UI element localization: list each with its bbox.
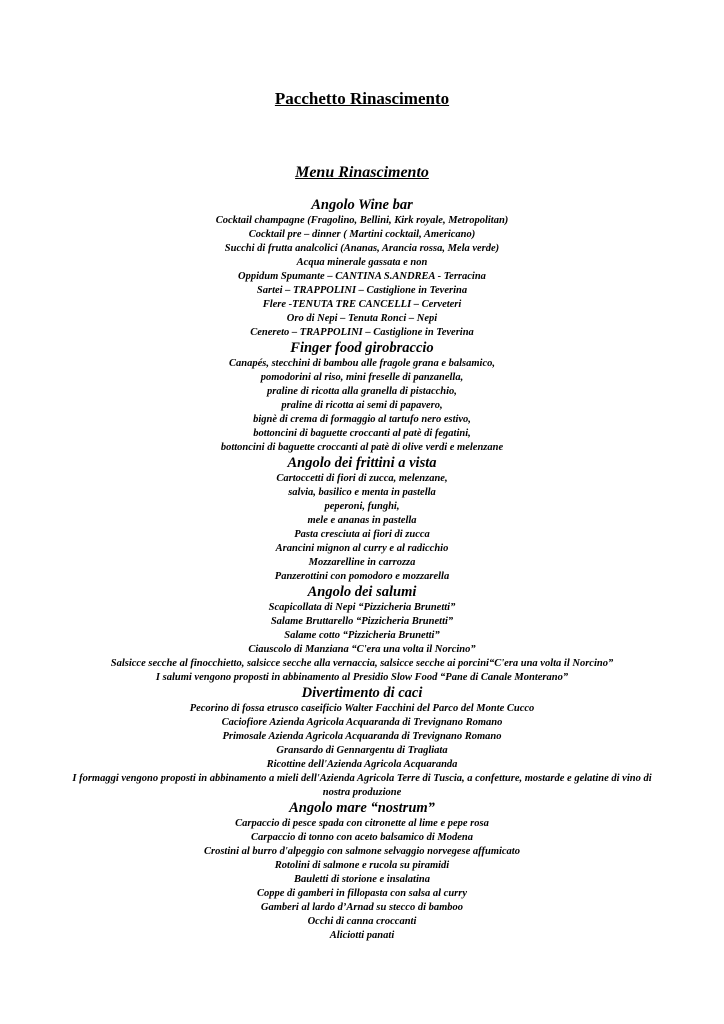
section-heading: Angolo dei salumi bbox=[307, 584, 417, 600]
menu-item: Rotolini di salmone e rucola su piramidi bbox=[274, 860, 450, 871]
menu-item: Salame cotto “Pizzicheria Brunetti” bbox=[284, 630, 440, 641]
section-salumi bbox=[0, 584, 724, 685]
menu-item: Acqua minerale gassata e non bbox=[296, 257, 428, 268]
menu-item: Pasta cresciuta ai fiori di zucca bbox=[294, 529, 430, 540]
section-wine-bar bbox=[0, 197, 724, 340]
menu-item: Cenereto – TRAPPOLINI – Castiglione in Teverina bbox=[250, 327, 474, 338]
menu-item: praline di ricotta ai semi di papavero, bbox=[281, 400, 443, 411]
menu-item: Salsicce secche al finocchietto, salsicce secche alla vernaccia, salsicce secche ai porcini“C'era una volta il Norcino” bbox=[110, 658, 614, 669]
menu-item: I formaggi vengono proposti in abbinamento a mieli dell'Azienda Agricola Terre di Tuscia, a confetture, mostarde e gelatine di vino di nostra produzione bbox=[72, 773, 652, 798]
menu-item: Mozzarelline in carrozza bbox=[308, 557, 416, 568]
menu-item: Scapicollata di Nepi “Pizzicheria Brunetti” bbox=[268, 602, 456, 613]
menu-item: peperoni, funghi, bbox=[324, 501, 400, 512]
menu-item: Bauletti di storione e insalatina bbox=[294, 874, 430, 885]
menu-item: Ricottine dell'Azienda Agricola Acquaranda bbox=[266, 759, 458, 770]
section-caci bbox=[0, 685, 724, 800]
menu-item: Canapés, stecchini di bambou alle fragole grana e balsamico, bbox=[228, 358, 495, 369]
menu-item: bottoncini di baguette croccanti al patè di fegatini, bbox=[253, 428, 471, 439]
menu-item: Carpaccio di pesce spada con citronette al lime e pepe rosa bbox=[235, 818, 489, 829]
menu-item: Carpaccio di tonno con aceto balsamico di Modena bbox=[251, 832, 473, 843]
menu-item: Panzerottini con pomodoro e mozzarella bbox=[274, 571, 450, 582]
menu-item: Pecorino di fossa etrusco caseificio Walter Facchini del Parco del Monte Cucco bbox=[189, 703, 535, 714]
menu-item: Aliciotti panati bbox=[329, 930, 395, 941]
menu-item: mele e ananas in pastella bbox=[307, 515, 417, 526]
section-heading: Angolo Wine bar bbox=[311, 197, 413, 213]
section-mare bbox=[0, 800, 724, 943]
menu-item: Gransardo di Gennargentu di Tragliata bbox=[276, 745, 448, 756]
menu-item: bottoncini di baguette croccanti al patè di olive verdi e melenzane bbox=[220, 442, 504, 453]
section-heading: Angolo dei frittini a vista bbox=[287, 455, 437, 471]
section-frittini bbox=[0, 455, 724, 584]
menu-item: pomodorini al riso, mini freselle di panzanella, bbox=[260, 372, 464, 383]
menu-item: Arancini mignon al curry e al radicchio bbox=[275, 543, 449, 554]
menu-item: I salumi vengono proposti in abbinamento al Presidio Slow Food “Pane di Canale Monterano” bbox=[155, 672, 569, 683]
section-heading: Angolo mare “nostrum” bbox=[289, 800, 435, 816]
menu-item: bignè di crema di formaggio al tartufo nero estivo, bbox=[253, 414, 471, 425]
menu-item: Gamberi al lardo d’Arnad su stecco di bamboo bbox=[260, 902, 464, 913]
menu-item: praline di ricotta alla granella di pistacchio, bbox=[267, 386, 457, 397]
menu-sections bbox=[0, 197, 724, 943]
menu-item: Primosale Azienda Agricola Acquaranda di Trevignano Romano bbox=[222, 731, 502, 742]
menu-item: Sartei – TRAPPOLINI – Castiglione in Teverina bbox=[256, 285, 468, 296]
section-heading: Finger food girobraccio bbox=[290, 340, 434, 356]
menu-item: Succhi di frutta analcolici (Ananas, Arancia rossa, Mela verde) bbox=[224, 243, 500, 254]
menu-item: Salame Bruttarello “Pizzicheria Brunetti” bbox=[270, 616, 454, 627]
menu-item: Cocktail pre – dinner ( Martini cocktail, Americano) bbox=[248, 229, 476, 240]
menu-item: Ciauscolo di Manziana “C'era una volta il Norcino” bbox=[248, 644, 476, 655]
section-finger-food bbox=[0, 340, 724, 455]
menu-item: Caciofiore Azienda Agricola Acquaranda di Trevignano Romano bbox=[221, 717, 503, 728]
menu-subtitle: Menu Rinascimento bbox=[295, 164, 429, 181]
menu-item: Occhi di canna croccanti bbox=[307, 916, 417, 927]
menu-item: salvia, basilico e menta in pastella bbox=[288, 487, 436, 498]
menu-item: Cocktail champagne (Fragolino, Bellini, Kirk royale, Metropolitan) bbox=[215, 215, 509, 226]
menu-item: Cartoccetti di fiori di zucca, melenzane, bbox=[276, 473, 448, 484]
page-title: Pacchetto Rinascimento bbox=[274, 89, 450, 108]
section-heading: Divertimento di caci bbox=[301, 685, 423, 701]
menu-item: Coppe di gamberi in fillopasta con salsa al curry bbox=[256, 888, 467, 899]
menu-item: Crostini al burro d'alpeggio con salmone selvaggio norvegese affumicato bbox=[204, 846, 520, 857]
menu-item: Flere -TENUTA TRE CANCELLI – Cerveteri bbox=[262, 299, 462, 310]
menu-item: Oppidum Spumante – CANTINA S.ANDREA - Terracina bbox=[238, 271, 486, 282]
menu-item: Oro di Nepi – Tenuta Ronci – Nepi bbox=[286, 313, 438, 324]
